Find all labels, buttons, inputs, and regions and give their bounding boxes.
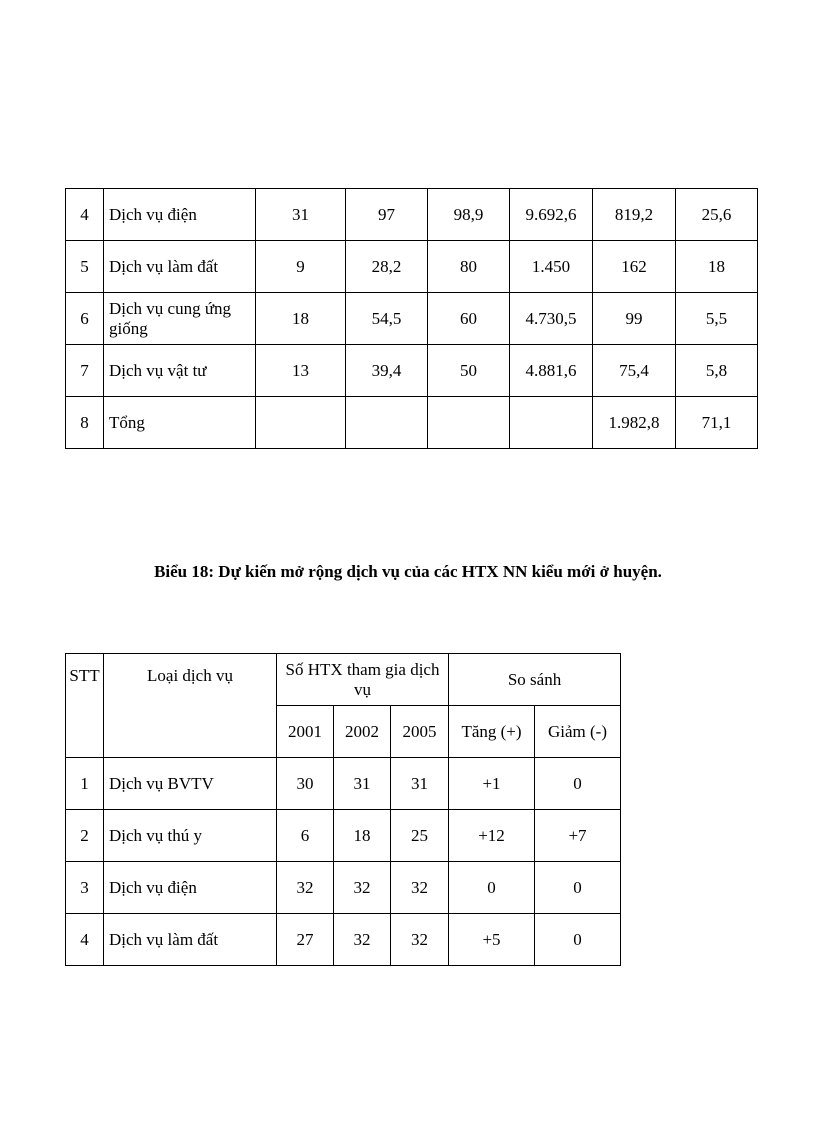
service-name-cell: Dịch vụ thú y <box>104 810 277 862</box>
header-year-2001: 2001 <box>277 706 334 758</box>
value-cell: 50 <box>428 345 510 397</box>
row-number-cell: 8 <box>66 397 104 449</box>
table-row <box>66 862 621 914</box>
value-cell: +7 <box>535 810 621 862</box>
row-number-cell: 6 <box>66 293 104 345</box>
value-cell <box>510 397 593 449</box>
table-row <box>66 397 758 449</box>
value-cell: 162 <box>593 241 676 293</box>
service-name-cell: Dịch vụ vật tư <box>104 345 256 397</box>
service-name-cell: Dịch vụ làm đất <box>104 914 277 966</box>
table-row <box>66 914 621 966</box>
value-cell: 0 <box>535 758 621 810</box>
service-name-cell: Dịch vụ điện <box>104 189 256 241</box>
value-cell: 98,9 <box>428 189 510 241</box>
header-year-2005: 2005 <box>391 706 449 758</box>
value-cell: 31 <box>391 758 449 810</box>
service-name-cell: Dịch vụ BVTV <box>104 758 277 810</box>
value-cell: 32 <box>277 862 334 914</box>
row-number-cell: 2 <box>66 810 104 862</box>
value-cell: +12 <box>449 810 535 862</box>
value-cell: 31 <box>334 758 391 810</box>
header-service-type: Loại dịch vụ <box>104 654 277 758</box>
row-number-cell: 5 <box>66 241 104 293</box>
value-cell: 18 <box>676 241 758 293</box>
header-decrease: Giảm (-) <box>535 706 621 758</box>
table-row <box>66 758 621 810</box>
table-row <box>66 810 621 862</box>
header-htx-count: Số HTX tham gia dịch vụ <box>277 654 449 706</box>
value-cell: 25 <box>391 810 449 862</box>
value-cell: 4.730,5 <box>510 293 593 345</box>
row-number-cell: 3 <box>66 862 104 914</box>
header-row <box>66 654 621 706</box>
value-cell: 28,2 <box>346 241 428 293</box>
service-name-cell: Dịch vụ cung ứng giống <box>104 293 256 345</box>
value-cell: 32 <box>334 862 391 914</box>
value-cell: 54,5 <box>346 293 428 345</box>
value-cell: 18 <box>256 293 346 345</box>
service-name-cell: Dịch vụ điện <box>104 862 277 914</box>
header-comparison: So sánh <box>449 654 621 706</box>
header-year-2002: 2002 <box>334 706 391 758</box>
value-cell: 60 <box>428 293 510 345</box>
value-cell <box>428 397 510 449</box>
service-table-continued <box>65 188 758 449</box>
row-number-cell: 4 <box>66 189 104 241</box>
value-cell: 6 <box>277 810 334 862</box>
value-cell: 32 <box>391 862 449 914</box>
value-cell: 9.692,6 <box>510 189 593 241</box>
value-cell: 80 <box>428 241 510 293</box>
value-cell: 5,8 <box>676 345 758 397</box>
table-row <box>66 241 758 293</box>
value-cell: 18 <box>334 810 391 862</box>
value-cell: 1.982,8 <box>593 397 676 449</box>
value-cell: 5,5 <box>676 293 758 345</box>
value-cell: 32 <box>391 914 449 966</box>
row-number-cell: 7 <box>66 345 104 397</box>
service-expansion-table <box>65 653 621 966</box>
header-stt: STT <box>66 654 104 758</box>
service-name-cell: Tổng <box>104 397 256 449</box>
value-cell: 13 <box>256 345 346 397</box>
table-caption: Biểu 18: Dự kiến mở rộng dịch vụ của các HTX NN kiểu mới ở huyện. <box>154 562 662 581</box>
value-cell: 4.881,6 <box>510 345 593 397</box>
value-cell <box>256 397 346 449</box>
table-row <box>66 293 758 345</box>
value-cell: 71,1 <box>676 397 758 449</box>
header-increase: Tăng (+) <box>449 706 535 758</box>
row-number-cell: 4 <box>66 914 104 966</box>
value-cell: 0 <box>449 862 535 914</box>
value-cell: 99 <box>593 293 676 345</box>
row-number-cell: 1 <box>66 758 104 810</box>
value-cell: 0 <box>535 862 621 914</box>
value-cell: 97 <box>346 189 428 241</box>
value-cell: +5 <box>449 914 535 966</box>
value-cell: 25,6 <box>676 189 758 241</box>
value-cell: 30 <box>277 758 334 810</box>
value-cell: +1 <box>449 758 535 810</box>
table-row <box>66 189 758 241</box>
table-row <box>66 345 758 397</box>
value-cell: 0 <box>535 914 621 966</box>
value-cell: 819,2 <box>593 189 676 241</box>
value-cell: 1.450 <box>510 241 593 293</box>
value-cell <box>346 397 428 449</box>
value-cell: 32 <box>334 914 391 966</box>
value-cell: 75,4 <box>593 345 676 397</box>
value-cell: 39,4 <box>346 345 428 397</box>
value-cell: 31 <box>256 189 346 241</box>
value-cell: 27 <box>277 914 334 966</box>
value-cell: 9 <box>256 241 346 293</box>
service-name-cell: Dịch vụ làm đất <box>104 241 256 293</box>
